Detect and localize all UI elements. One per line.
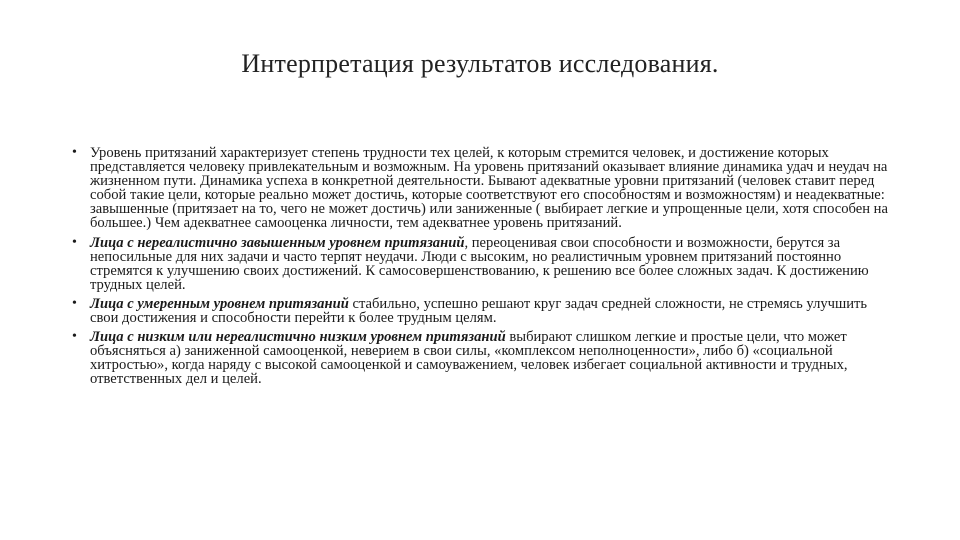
item-lead: Лица с нереалистично завышенным уровнем притязаний: [90, 234, 465, 251]
item-text: , переоценивая свои способности и возможности, берутся за непосильные для них задачи и часто терпят неудачи. Люди с высоким, но реалистичным уровнем притязаний постоянно стремятся к улучшению своих достижений. К самосовершенствованию, к решению все более сложных задач. К достижению трудных целей.: [90, 234, 869, 293]
list-item: [72, 236, 888, 292]
bullet-icon: •: [72, 329, 77, 345]
list-item: [72, 330, 888, 386]
list-item: [72, 146, 888, 231]
item-text: выбирают слишком легкие и простые цели, что может объясняться а) заниженной самооценкой, неверием в свои силы, «комплексом неполноценности», либо б) «социальной хитростью», когда наряду с высокой самооценкой и самоуважением, человек избегает социальной активности и трудных, ответственных дел и целей.: [90, 329, 848, 388]
bullet-icon: •: [72, 234, 77, 250]
item-lead: Лица с низким или нереалистично низким уровнем притязаний: [90, 329, 506, 346]
list-item: [72, 297, 888, 325]
slide-title: Интерпретация результатов исследования.: [241, 49, 719, 78]
bullet-icon: •: [72, 295, 77, 311]
bullet-icon: •: [72, 145, 77, 160]
bullet-list: [72, 146, 888, 392]
item-text: стабильно, успешно решают круг задач средней сложности, не стремясь улучшить свои достижения и способности перейти к более трудным целям.: [90, 295, 868, 327]
item-text: Уровень притязаний характеризует степень трудности тех целей, к которым стремится человек, и достижение которых представляется человеку привлекательным и возможным. На уровень притязаний оказывает влияние динамика удач и неудач на жизненном пути. Динамика успеха в конкретной деятельности. Бывают адекватные уровни притязаний (человек ставит перед собой такие цели, которые реально может достичь, которые соответствуют его способностям и возможностям) и неадекватные: завышенные (притязает на то, чего не может достичь) или заниженные ( выбирает легкие и упрощенные цели, хотя способен на большее.) Чем адекватнее самооценка личности, тем адекватнее уровень притязаний.: [90, 145, 888, 232]
item-lead: Лица с умеренным уровнем притязаний: [90, 295, 349, 312]
